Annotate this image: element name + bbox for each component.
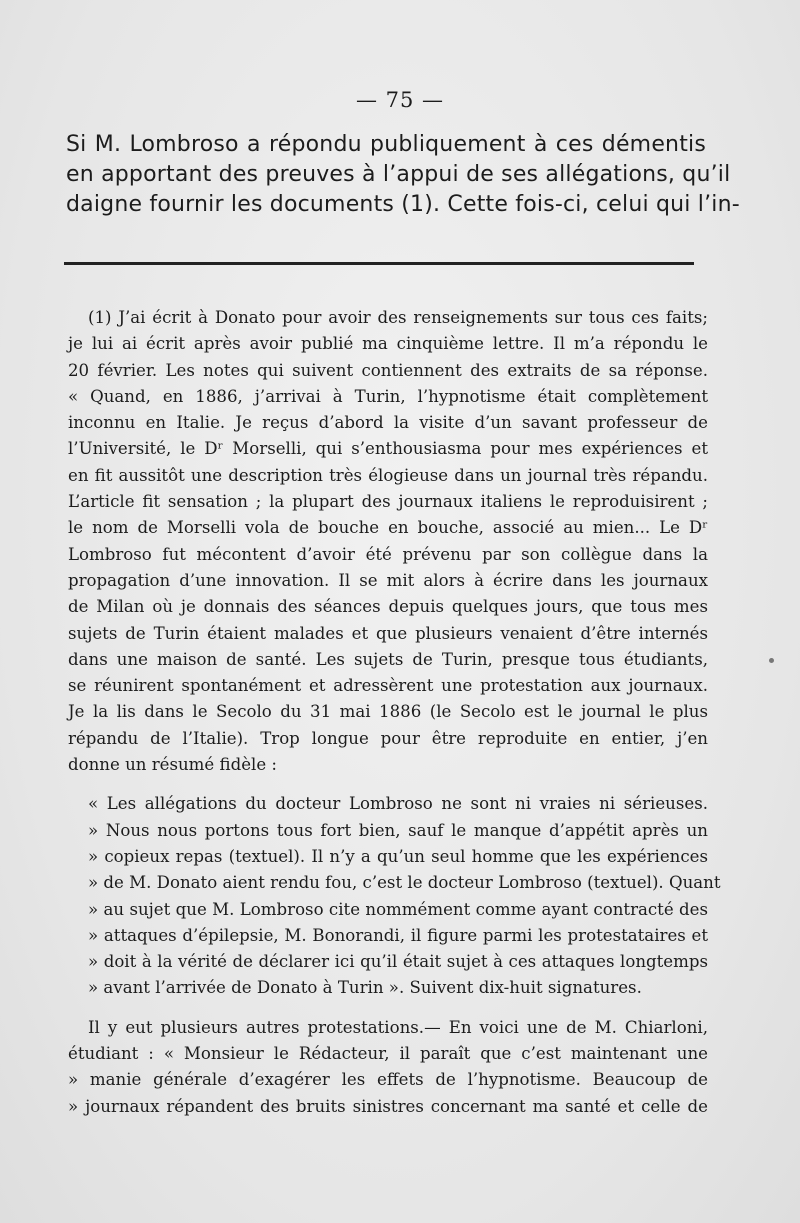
footnote-line: je lui ai écrit après avoir publié ma cinquième lettre. Il m’a répondu le: [68, 334, 708, 354]
page-number: — 75 —: [355, 88, 445, 112]
footnote-line: sujets de Turin étaient malades et que plusieurs venaient d’être internés: [68, 623, 708, 643]
footnote-line: L’article fit sensation ; la plupart des journaux italiens le reproduisirent ;: [68, 492, 708, 512]
main-text-line: Si M. Lombroso a répondu publiquement à ces démentis: [66, 132, 706, 157]
footnote-line: propagation d’une innovation. Il se mit alors à écrire dans les journaux: [68, 570, 708, 590]
footnote-line: l’Université, le Dʳ Morselli, qui s’enthousiasma pour mes expériences et: [68, 439, 708, 459]
quote-line: » doit à la vérité de déclarer ici qu’il était sujet à ces attaques longtemps: [88, 952, 708, 972]
footnote-block: [68, 305, 721, 1120]
footnote-line: Il y eut plusieurs autres protestations.— En voici une de M. Chiarloni,: [88, 1017, 708, 1037]
main-text-line: daigne fournir les documents (1). Cette fois-ci, celui qui l’in-: [66, 192, 740, 217]
footnote-line: » journaux répandent des bruits sinistres concernant ma santé et celle de: [68, 1096, 708, 1116]
quote-line: » au sujet que M. Lombroso cite nommément comme ayant contracté des: [88, 899, 708, 919]
footnote-line: le nom de Morselli vola de bouche en bouche, associé au mien... Le Dʳ: [68, 518, 708, 538]
footnote-line: Lombroso fut mécontent d’avoir été prévenu par son collègue dans la: [68, 544, 708, 564]
main-text-line: en apportant des preuves à l’appui de ses allégations, qu’il: [66, 162, 731, 187]
footnote-line: « Quand, en 1886, j’arrivai à Turin, l’hypnotisme était complètement: [68, 386, 708, 406]
footnote-separator-rule: [64, 262, 694, 265]
main-text-block: [66, 130, 740, 220]
footnote-line: donne un résumé fidèle :: [68, 755, 278, 775]
footnote-line: en fit aussitôt une description très élogieuse dans un journal très répandu.: [68, 465, 708, 485]
footnote-line: dans une maison de santé. Les sujets de Turin, presque tous étudiants,: [68, 649, 708, 669]
paragraph-gap: [68, 1002, 708, 1015]
paragraph-gap: [68, 778, 708, 791]
footnote-line: répandu de l’Italie). Trop longue pour être reproduite en entier, j’en: [68, 728, 708, 748]
quote-line: » avant l’arrivée de Donato à Turin ». Suivent dix-huit signatures.: [88, 978, 642, 998]
footnote-line: » manie générale d’exagérer les effets de l’hypnotisme. Beaucoup de: [68, 1070, 708, 1090]
quote-line: « Les allégations du docteur Lombroso ne sont ni vraies ni sérieuses.: [88, 794, 708, 814]
footnote-line: étudiant : « Monsieur le Rédacteur, il paraît que c’est maintenant une: [68, 1044, 708, 1064]
paper-speck: [769, 658, 774, 663]
footnote-line: se réunirent spontanément et adressèrent une protestation aux journaux.: [68, 676, 708, 696]
quote-line: » Nous nous portons tous fort bien, sauf le manque d’appétit après un: [88, 820, 708, 840]
quote-line: » copieux repas (textuel). Il n’y a qu’un seul homme que les expériences: [88, 846, 708, 866]
footnote-line: Je la lis dans le Secolo du 31 mai 1886 (le Secolo est le journal le plus: [68, 702, 708, 722]
footnote-line: inconnu en Italie. Je reçus d’abord la visite d’un savant professeur de: [68, 413, 708, 433]
quote-line: » de M. Donato aient rendu fou, c’est le docteur Lombroso (textuel). Quant: [88, 873, 721, 893]
footnote-line: de Milan où je donnais des séances depuis quelques jours, que tous mes: [68, 597, 708, 617]
footnote-line: 20 février. Les notes qui suivent contiennent des extraits de sa réponse.: [68, 360, 708, 380]
footnote-line: (1) J’ai écrit à Donato pour avoir des renseignements sur tous ces faits;: [88, 308, 708, 327]
quote-line: » attaques d’épilepsie, M. Bonorandi, il figure parmi les protestataires et: [88, 925, 708, 945]
